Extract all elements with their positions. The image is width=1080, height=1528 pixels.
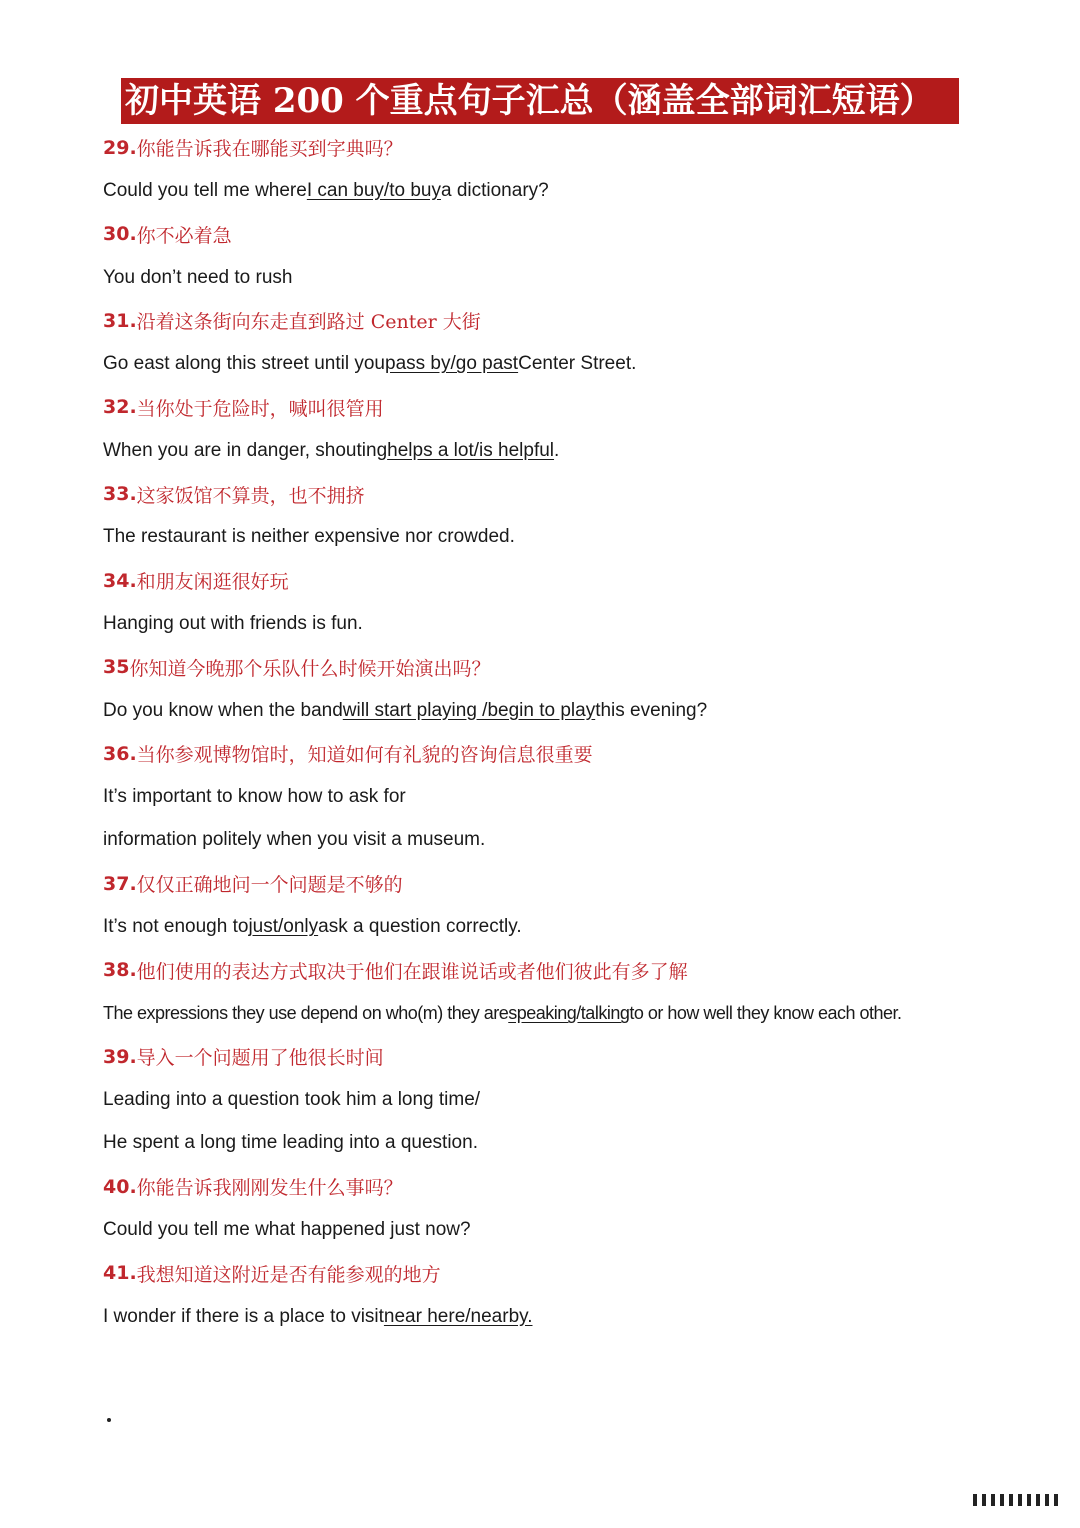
underlined-phrase: will start playing /begin to play	[342, 699, 596, 721]
chinese-sentence	[103, 472, 1003, 515]
chinese-sentence	[103, 862, 1003, 905]
underlined-phrase: speaking/talking	[508, 1003, 630, 1024]
chinese-sentence	[103, 646, 1003, 689]
chinese-sentence	[103, 732, 1003, 775]
english-sentence	[103, 516, 1003, 559]
english-sentence	[103, 689, 1003, 732]
underlined-phrase: near here/nearby.	[383, 1305, 533, 1327]
english-sentence	[103, 992, 1003, 1035]
chinese-text: 你不必着急	[136, 224, 232, 247]
english-text: Go east along this street until you	[103, 353, 385, 375]
chinese-text: 这家饭馆不算贵，也不拥挤	[136, 484, 365, 507]
english-text: Do you know when the band	[103, 699, 343, 721]
english-sentence	[103, 775, 1003, 818]
underlined-phrase: helps a lot/is helpful	[387, 439, 555, 461]
watermark-logo	[973, 1494, 1058, 1506]
chinese-text: 你能告诉我刚刚发生什么事吗？	[136, 1177, 403, 1200]
chinese-text: 你能告诉我在哪能买到字典吗？	[136, 138, 403, 161]
chinese-sentence	[103, 386, 1003, 429]
english-text: When you are in danger, shouting	[103, 439, 388, 461]
english-sentence	[103, 1122, 1003, 1165]
chinese-text: 当你参观博物馆时，知道如何有礼貌的咨询信息很重要	[136, 744, 593, 767]
english-sentence	[103, 905, 1003, 948]
chinese-sentence	[103, 299, 1003, 342]
item-number: 38.	[103, 959, 137, 982]
english-sentence	[103, 1079, 1003, 1122]
english-text: .	[554, 439, 560, 461]
english-text: Could you tell me where	[103, 179, 307, 201]
item-number: 41.	[103, 1262, 137, 1285]
english-text: I wonder if there is a place to visit	[103, 1305, 384, 1327]
english-text: ask a question correctly.	[318, 915, 522, 937]
chinese-text: 你知道今晚那个乐队什么时候开始演出吗？	[129, 657, 491, 680]
chinese-text: 他们使用的表达方式取决于他们在跟谁说话或者他们彼此有多了解	[136, 960, 688, 983]
english-text: The expressions they use depend on who(m) they are	[103, 1003, 509, 1024]
english-sentence	[103, 169, 1003, 212]
english-sentence	[103, 1295, 1003, 1338]
english-text: Leading into a question took him a long time/	[103, 1089, 481, 1111]
english-text: information politely when you visit a museum.	[103, 829, 486, 851]
english-sentence	[103, 602, 1003, 645]
english-text: It’s not enough to	[103, 915, 249, 937]
chinese-sentence	[103, 126, 1003, 169]
english-sentence	[103, 429, 1003, 472]
english-text: this evening?	[595, 699, 708, 721]
chinese-sentence	[103, 949, 1003, 992]
chinese-text: 沿着这条街向东走直到路过 Center 大街	[136, 311, 481, 334]
english-text: Could you tell me what happened just now?	[103, 1219, 471, 1241]
chinese-sentence	[103, 1035, 1003, 1078]
chinese-sentence	[103, 213, 1003, 256]
chinese-text: 当你处于危险时，喊叫很管用	[136, 397, 384, 420]
item-number: 30.	[103, 223, 137, 246]
english-text: Hanging out with friends is fun.	[103, 612, 363, 634]
item-number: 36.	[103, 742, 137, 765]
item-number: 34.	[103, 569, 137, 592]
underlined-phrase: I can buy/to buy	[306, 179, 441, 201]
underlined-phrase: pass by/go past	[385, 353, 519, 375]
english-text: It’s important to know how to ask for	[103, 786, 406, 808]
bullet-dot	[107, 1418, 111, 1422]
item-number: 33.	[103, 483, 137, 506]
chinese-text: 和朋友闲逛很好玩	[136, 571, 289, 594]
item-number: 29.	[103, 136, 137, 159]
chinese-text: 我想知道这附近是否有能参观的地方	[136, 1263, 441, 1286]
page-title: 初中英语 200 个重点句子汇总（涵盖全部词汇短语）	[121, 78, 959, 124]
english-sentence	[103, 819, 1003, 862]
item-number: 37.	[103, 872, 137, 895]
chinese-sentence	[103, 1165, 1003, 1208]
item-number: 31.	[103, 309, 137, 332]
chinese-sentence	[103, 1252, 1003, 1295]
english-text: to or how well they know each other.	[629, 1003, 902, 1024]
english-text: You don’t need to rush	[103, 266, 293, 288]
chinese-text: 导入一个问题用了他很长时间	[136, 1047, 384, 1070]
english-text: a dictionary?	[440, 179, 549, 201]
english-text: He spent a long time leading into a question.	[103, 1132, 478, 1154]
item-number: 40.	[103, 1175, 137, 1198]
sentence-list	[103, 126, 1003, 1338]
english-sentence	[103, 342, 1003, 385]
english-text: Center Street.	[518, 353, 637, 375]
chinese-sentence	[103, 559, 1003, 602]
item-number: 35	[103, 656, 130, 679]
chinese-text: 仅仅正确地问一个问题是不够的	[136, 874, 403, 897]
underlined-phrase: just/only	[248, 915, 319, 937]
english-sentence	[103, 1208, 1003, 1251]
english-text: The restaurant is neither expensive nor crowded.	[103, 526, 515, 548]
english-sentence	[103, 256, 1003, 299]
item-number: 32.	[103, 396, 137, 419]
item-number: 39.	[103, 1045, 137, 1068]
